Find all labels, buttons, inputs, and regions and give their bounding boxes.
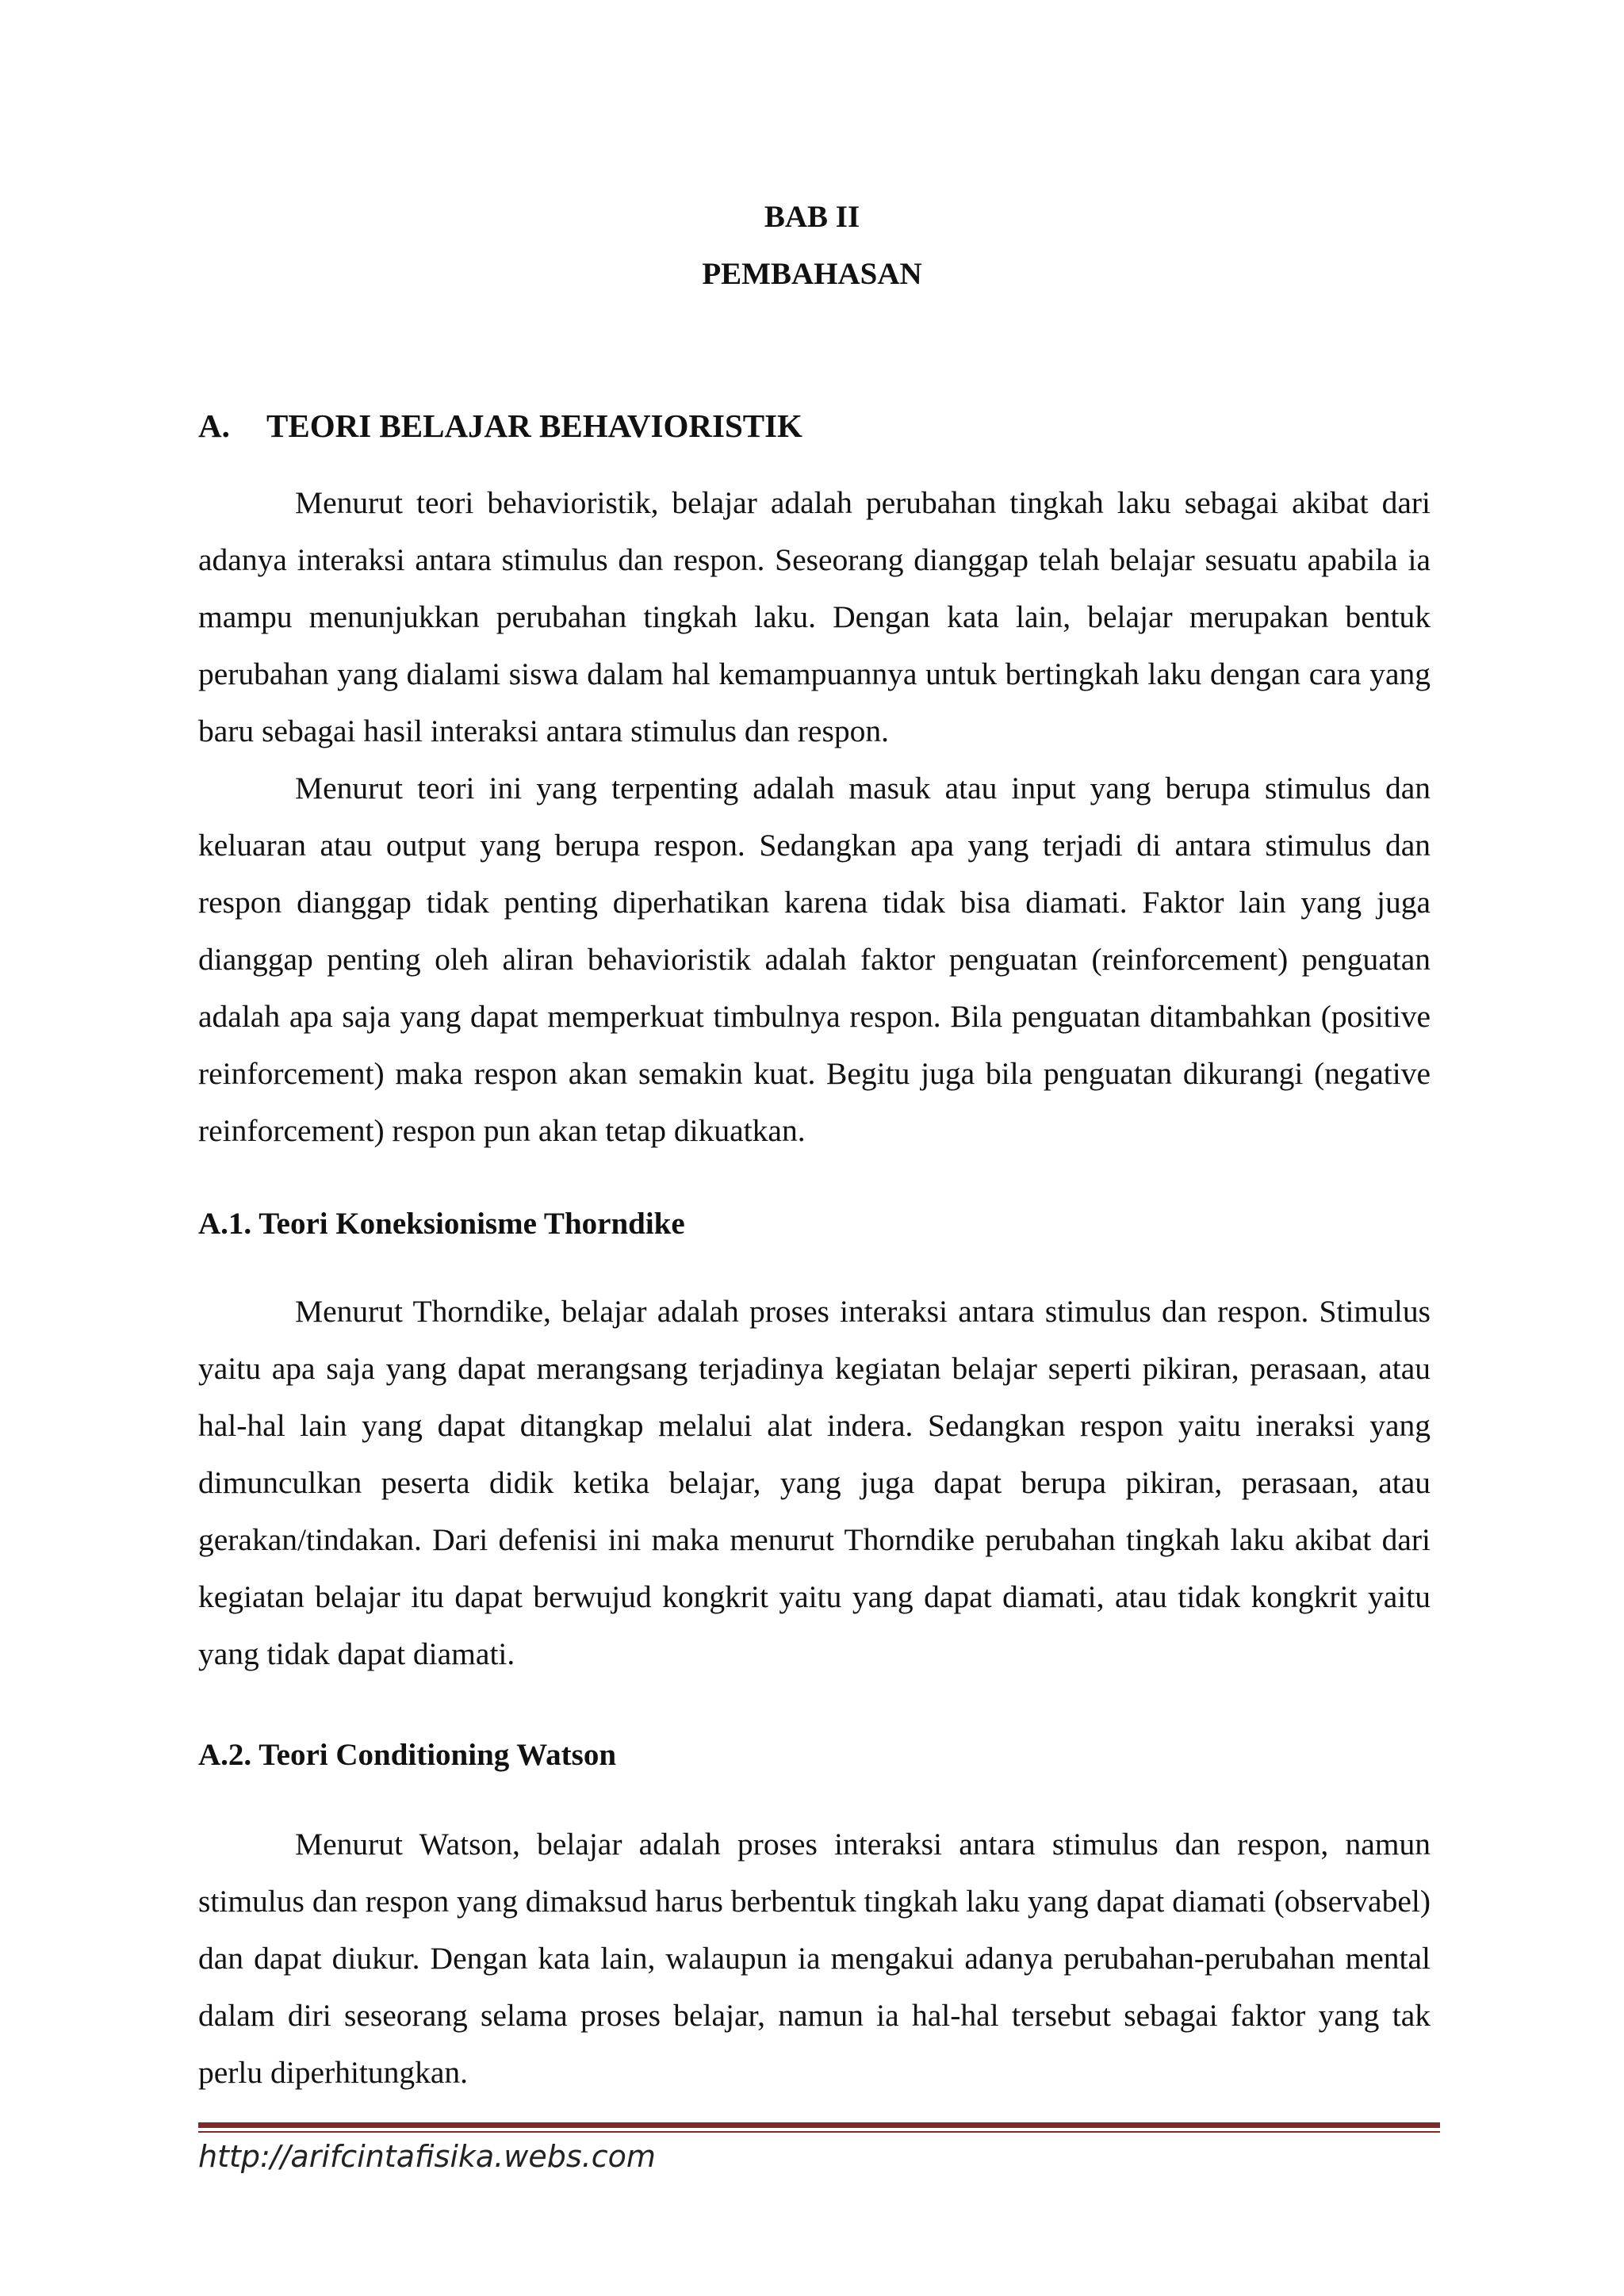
footer-rule (198, 2122, 1440, 2128)
subsection-paragraph-thorndike: Menurut Thorndike, belajar adalah proses interaksi antara stimulus dan respon. Stimulus yaitu apa saja yang dapat merangsang terjadinya kegiatan belajar seperti pikiran, perasaan, atau hal-hal lain yang dapat ditangkap melalui alat indera. Sedangkan respon yaitu ineraksi yang dimunculkan peserta didik ketika belajar, yang juga dapat berupa pikiran, perasaan, atau gerakan/tindakan. Dari defenisi ini maka menurut Thorndike perubahan tingkah laku akibat dari kegiatan belajar itu dapat berwujud kongkrit yaitu yang dapat diamati, atau tidak kongkrit yaitu yang tidak dapat diamati. (198, 1294, 1431, 1671)
chapter-title: PEMBAHASAN (702, 257, 922, 291)
chapter-number: BAB II (764, 200, 860, 234)
section-number: A. (198, 408, 230, 444)
section-paragraph-1: Menurut teori behavioristik, belajar adalah perubahan tingkah laku sebagai akibat dari adanya interaksi antara stimulus dan respon. Seseorang dianggap telah belajar sesuatu apabila ia mampu menunjukkan perubahan tingkah laku. Dengan kata lain, belajar merupakan bentuk perubahan yang dialami siswa dalam hal kemampuannya untuk bertingkah laku dengan cara yang baru sebagai hasil interaksi antara stimulus dan respon. (198, 485, 1431, 748)
section-heading (198, 406, 802, 446)
section-paragraph-2: Menurut teori ini yang terpenting adalah masuk atau input yang berupa stimulus dan keluaran atau output yang berupa respon. Sedangkan apa yang terjadi di antara stimulus dan respon dianggap tidak penting diperhatikan karena tidak bisa diamati. Faktor lain yang juga dianggap penting oleh aliran behavioristik adalah faktor penguatan (reinforcement) penguatan adalah apa saja yang dapat memperkuat timbulnya respon. Bila penguatan ditambahkan (positive reinforcement) maka respon akan semakin kuat. Begitu juga bila penguatan dikurangi (negative reinforcement) respon pun akan tetap dikuatkan. (198, 771, 1431, 1148)
subsection-heading-thorndike: A.1. Teori Koneksionisme Thorndike (198, 1207, 685, 1241)
section-title: TEORI BELAJAR BEHAVIORISTIK (266, 408, 802, 444)
footer-rule-thin (198, 2131, 1440, 2133)
subsection-heading-watson: A.2. Teori Conditioning Watson (198, 1738, 617, 1772)
subsection-paragraph-watson: Menurut Watson, belajar adalah proses interaksi antara stimulus dan respon, namun stimulus dan respon yang dimaksud harus berbentuk tingkah laku yang dapat diamati (observabel) dan dapat diukur. Dengan kata lain, walaupun ia mengakui adanya perubahan-perubahan mental dalam diri seseorang selama proses belajar, namun ia hal-hal tersebut sebagai faktor yang tak perlu diperhitungkan. (198, 1827, 1431, 2090)
footer-url: http://arifcintafisika.webs.com (198, 2139, 656, 2174)
